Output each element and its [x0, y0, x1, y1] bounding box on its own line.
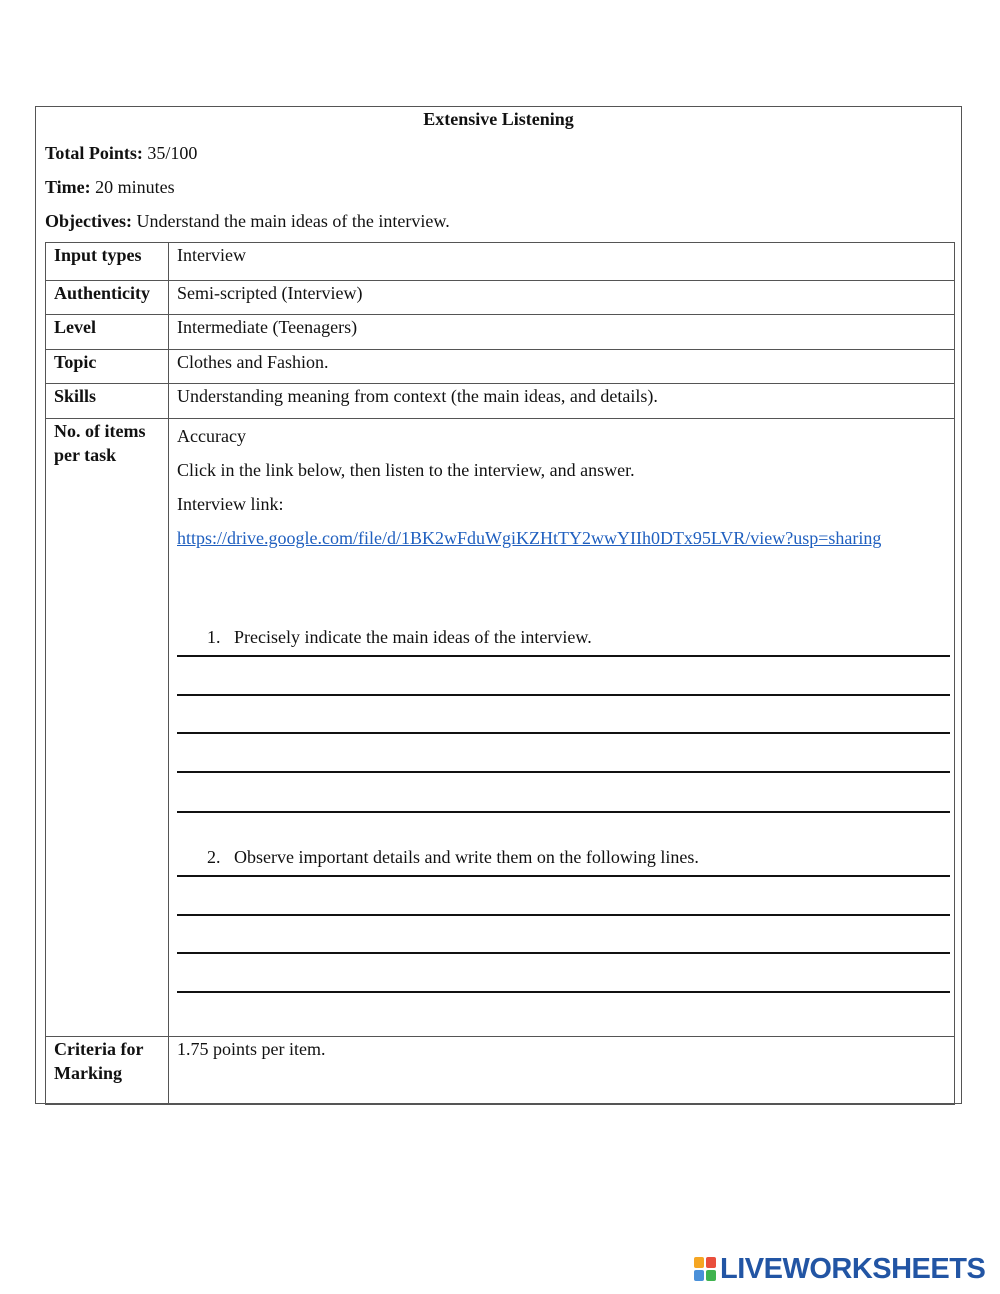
liveworksheets-logo — [694, 1252, 985, 1286]
criteria-value: 1.75 points per item. — [169, 1037, 955, 1105]
logo-text: LIVEWORKSHEETS — [720, 1252, 986, 1285]
answer-line-1-2[interactable] — [177, 694, 950, 696]
page-title: Extensive Listening — [423, 109, 574, 129]
skills-value: Understanding meaning from context (the main ideas, and details). — [169, 384, 955, 419]
criteria-label — [46, 1037, 169, 1105]
level-label: Level — [46, 315, 169, 350]
level-value: Intermediate (Teenagers) — [169, 315, 955, 350]
answer-line-1-5[interactable] — [177, 811, 950, 813]
question-1-text: Precisely indicate the main ideas of the interview. — [234, 627, 592, 647]
spec-table — [45, 242, 955, 1105]
time-value: 20 minutes — [90, 177, 175, 197]
items-label-line1: No. of items — [54, 421, 146, 441]
items-label — [46, 419, 169, 1037]
question-2-text: Observe important details and write them on the following lines. — [234, 847, 699, 867]
objectives-value: Understand the main ideas of the interview. — [131, 211, 450, 231]
time — [45, 175, 175, 199]
topic-label: Topic — [46, 350, 169, 384]
total-points — [45, 141, 197, 165]
answer-line-1-4[interactable] — [177, 771, 950, 773]
table-row — [46, 1037, 955, 1105]
table-row — [46, 315, 955, 350]
time-label: Time: — [45, 177, 91, 197]
answer-line-2-4[interactable] — [177, 991, 950, 993]
interview-link[interactable]: https://drive.google.com/file/d/1BK2wFduWgiKZHtTY2wwYIIh0DTx95LVR/view?usp=sharing — [177, 528, 882, 548]
instruction-text: Click in the link below, then listen to the interview, and answer. — [177, 460, 635, 480]
input-types-value: Interview — [169, 243, 955, 281]
items-content — [169, 419, 955, 1037]
items-label-line2: per task — [54, 445, 117, 465]
link-label: Interview link: — [177, 494, 284, 514]
skills-label: Skills — [46, 384, 169, 419]
answer-line-2-1[interactable] — [177, 875, 950, 877]
question-1 — [207, 621, 946, 653]
criteria-label-line2: Marking — [54, 1063, 123, 1083]
table-row — [46, 384, 955, 419]
table-row — [46, 419, 955, 1037]
answer-line-2-2[interactable] — [177, 914, 950, 916]
worksheet-frame — [35, 106, 962, 1104]
topic-value: Clothes and Fashion. — [169, 350, 955, 384]
total-points-label: Total Points: — [45, 143, 143, 163]
criteria-label-line1: Criteria for — [54, 1039, 144, 1059]
accuracy-text: Accuracy — [177, 426, 246, 446]
objectives — [45, 209, 450, 233]
answer-line-1-1[interactable] — [177, 655, 950, 657]
objectives-label: Objectives: — [45, 211, 132, 231]
authenticity-label: Authenticity — [46, 281, 169, 315]
answer-line-2-3[interactable] — [177, 952, 950, 954]
question-1-number: 1. — [207, 627, 221, 647]
question-2-number: 2. — [207, 847, 221, 867]
table-row — [46, 243, 955, 281]
authenticity-value: Semi-scripted (Interview) — [169, 281, 955, 315]
question-2 — [207, 841, 946, 873]
table-row — [46, 281, 955, 315]
input-types-label: Input types — [46, 243, 169, 281]
logo-mark-icon — [694, 1257, 716, 1281]
answer-line-1-3[interactable] — [177, 732, 950, 734]
total-points-value: 35/100 — [142, 143, 198, 163]
table-row — [46, 350, 955, 384]
